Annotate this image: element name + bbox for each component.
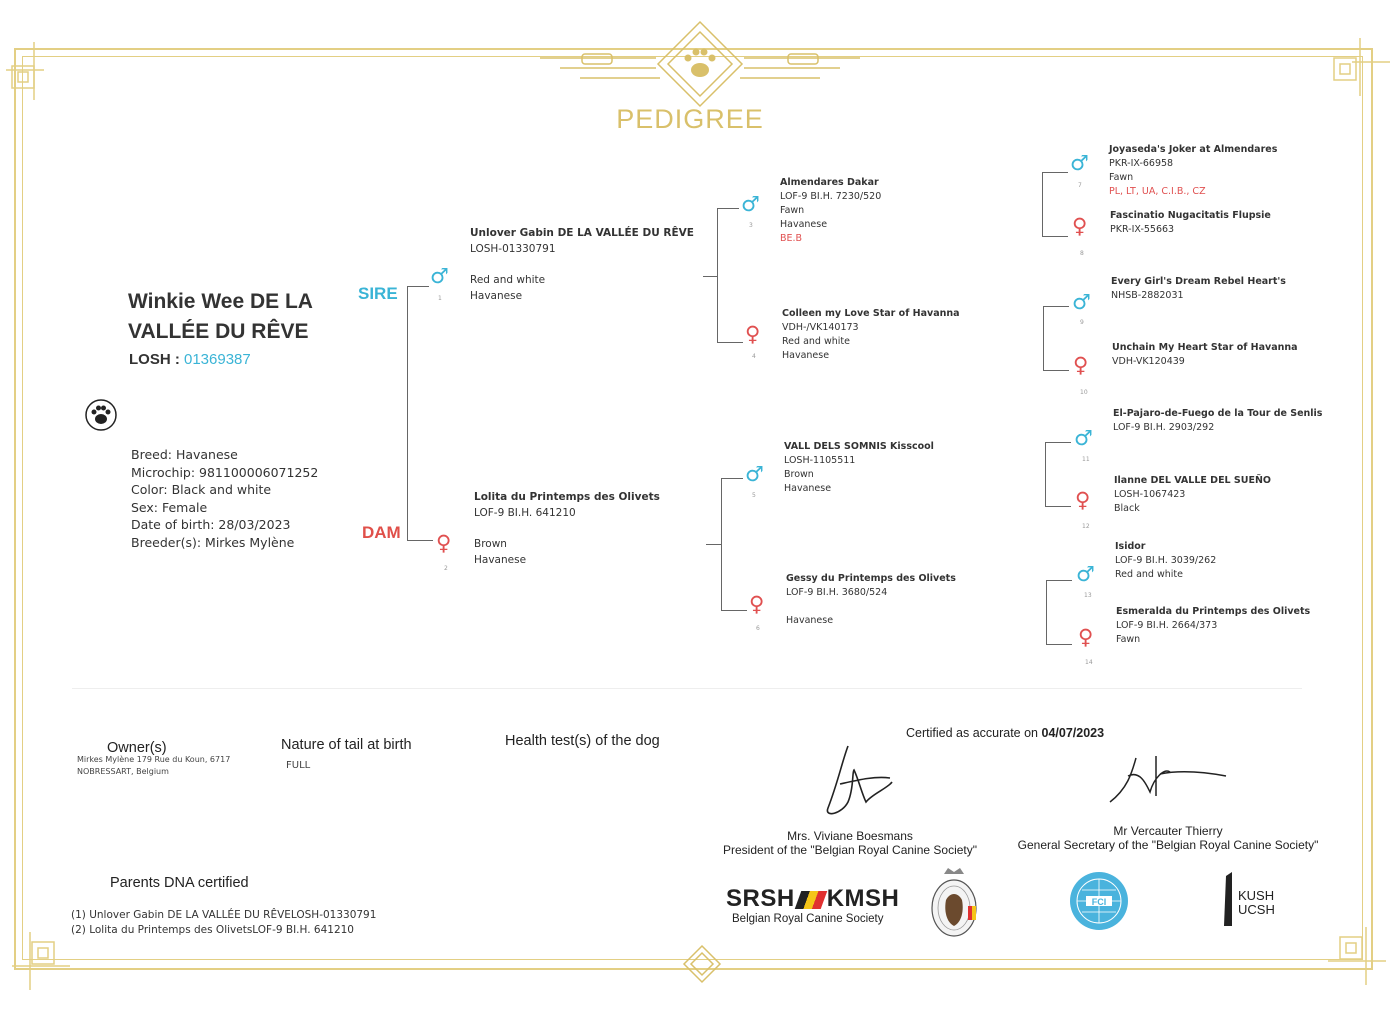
tail-value: FULL xyxy=(286,760,311,771)
dog-name-line2: VALLÉE DU RÊVE xyxy=(128,320,309,343)
certified-text xyxy=(906,726,1104,740)
tree-line xyxy=(1042,236,1068,237)
ancestor-reg: LOSH-01330791 xyxy=(470,242,556,255)
owner-line1: Mirkes Mylène 179 Rue du Koun, 6717 xyxy=(77,755,231,764)
tree-line xyxy=(717,208,739,209)
fci-logo xyxy=(1068,870,1130,932)
signatory-name: Mr Vercauter Thierry xyxy=(1113,824,1223,838)
paw-icon xyxy=(84,398,118,432)
female-icon: ♀ xyxy=(749,592,765,616)
breeder: Breeder(s): Mirkes Mylène xyxy=(131,534,295,550)
tree-line xyxy=(1045,506,1071,507)
ancestor-name: Joyaseda's Joker at Almendares xyxy=(1109,144,1278,155)
ancestor-reg: NHSB-2882031 xyxy=(1111,290,1184,301)
female-icon: ♀ xyxy=(1073,353,1089,377)
ancestor-title: BE.B xyxy=(780,233,803,244)
ancestor-entry xyxy=(1115,540,1216,582)
tree-line xyxy=(407,286,408,541)
divider xyxy=(72,688,1302,689)
ancestor-reg: LOF-9 BI.H. 641210 xyxy=(474,506,576,519)
ancestor-name: Unlover Gabin DE LA VALLÉE DU RÊVE xyxy=(470,227,694,239)
tree-line xyxy=(407,540,433,541)
ancestor-reg: LOF-9 BI.H. 3680/524 xyxy=(786,587,888,598)
signatory-title: General Secretary of the "Belgian Royal Canine Society" xyxy=(1017,838,1319,852)
tree-line xyxy=(1042,172,1068,173)
ancestor-reg: LOF-9 BI.H. 7230/520 xyxy=(780,191,882,202)
dna-lines xyxy=(71,908,376,938)
ucsh-text: UCSH xyxy=(1238,902,1275,917)
sire-entry xyxy=(470,226,694,304)
ancestor-number: 7 xyxy=(1078,182,1082,189)
owner-address xyxy=(77,754,230,778)
ancestor-number: 1 xyxy=(438,295,442,302)
srsh-logo xyxy=(726,885,916,925)
tree-line xyxy=(717,208,718,342)
srsh-text: SRSH xyxy=(726,885,795,912)
sex: Sex: Female xyxy=(131,499,208,515)
ancestor-color: Fawn xyxy=(780,205,805,216)
page-title: PEDIGREE xyxy=(616,104,764,134)
ancestor-name: Ilanne DEL VALLE DEL SUEÑO xyxy=(1114,475,1271,486)
dog-name-line1: Winkie Wee DE LA xyxy=(128,290,313,313)
dog-losh xyxy=(129,351,251,368)
losh-label: LOSH : xyxy=(129,351,184,368)
ancestor-breed: Havanese xyxy=(474,553,527,566)
ancestor-entry xyxy=(784,440,934,496)
losh-number: 01369387 xyxy=(184,351,251,368)
sire-label: SIRE xyxy=(358,284,398,303)
ancestor-name: Isidor xyxy=(1115,541,1146,552)
male-icon: ♂ xyxy=(1076,562,1095,586)
ancestor-breed: Havanese xyxy=(782,350,830,361)
dna-line2: (2) Lolita du Printemps des OlivetsLOF-9 BI.H. 641210 xyxy=(71,924,354,936)
ancestor-reg: PKR-IX-55663 xyxy=(1110,224,1175,235)
corner-ornament-bottom-right xyxy=(1318,925,1388,995)
certified-date: 04/07/2023 xyxy=(1041,726,1105,740)
ancestor-number: 2 xyxy=(444,565,448,572)
tree-line xyxy=(1046,644,1072,645)
kmsh-text: KMSH xyxy=(826,885,900,912)
ancestor-entry xyxy=(1116,605,1310,647)
ancestor-name: Every Girl's Dream Rebel Heart's xyxy=(1111,276,1286,287)
ancestor-reg: LOSH-1067423 xyxy=(1114,489,1186,500)
ancestor-name: VALL DELS SOMNIS Kisscool xyxy=(784,441,934,452)
tree-line xyxy=(1046,580,1047,644)
tail-heading: Nature of tail at birth xyxy=(281,737,412,753)
ancestor-entry xyxy=(1109,143,1277,199)
tree-line xyxy=(1043,370,1069,371)
owner-heading: Owner(s) xyxy=(107,740,167,756)
signatory-title: President of the "Belgian Royal Canine Society" xyxy=(723,843,977,857)
tree-line xyxy=(703,276,717,277)
health-heading: Health test(s) of the dog xyxy=(505,733,660,749)
ancestor-number: 3 xyxy=(749,222,753,229)
flag-stripes-icon xyxy=(794,891,827,909)
kush-logo xyxy=(1212,870,1290,932)
male-icon: ♂ xyxy=(1070,151,1089,175)
ancestor-color: Fawn xyxy=(1109,172,1134,183)
ancestor-number: 10 xyxy=(1080,389,1088,396)
ancestor-name: Unchain My Heart Star of Havanna xyxy=(1112,342,1298,353)
ancestor-color: Black xyxy=(1114,503,1140,514)
male-icon: ♂ xyxy=(745,462,764,486)
footer-ornament xyxy=(680,944,724,984)
ancestor-number: 11 xyxy=(1082,456,1090,463)
ancestor-color xyxy=(786,600,956,614)
ancestor-name: Colleen my Love Star of Havanna xyxy=(782,308,960,319)
female-icon: ♀ xyxy=(745,322,761,346)
female-icon: ♀ xyxy=(436,531,452,555)
ancestor-color: Brown xyxy=(784,469,814,480)
ancestor-entry xyxy=(1111,275,1286,303)
ancestor-color: Fawn xyxy=(1116,634,1141,645)
ancestor-breed: Havanese xyxy=(780,219,828,230)
ancestor-number: 5 xyxy=(752,492,756,499)
ancestor-color: Red and white xyxy=(1115,569,1183,580)
signature-president xyxy=(818,742,898,820)
male-icon: ♂ xyxy=(430,264,449,288)
signatory-secretary xyxy=(1000,824,1336,852)
tree-line xyxy=(1046,580,1072,581)
tree-line xyxy=(721,478,722,610)
ancestor-entry xyxy=(1113,407,1322,435)
ancestor-breed: Havanese xyxy=(470,289,523,302)
tree-line xyxy=(706,544,722,545)
ancestor-entry xyxy=(782,307,960,363)
ancestor-name: Fascinatio Nugacitatis Flupsie xyxy=(1110,210,1271,221)
ancestor-entry xyxy=(1114,474,1271,516)
signature-secretary xyxy=(1106,752,1230,808)
ancestor-number: 6 xyxy=(756,625,760,632)
ancestor-number: 4 xyxy=(752,353,756,360)
ancestor-number: 9 xyxy=(1080,319,1084,326)
ancestor-reg: VDH-/VK140173 xyxy=(782,322,859,333)
ancestor-name: Lolita du Printemps des Olivets xyxy=(474,491,660,503)
corner-ornament-bottom-left xyxy=(10,930,80,1000)
dna-heading: Parents DNA certified xyxy=(110,875,249,891)
tree-line xyxy=(1042,172,1043,236)
srsh-subtitle: Belgian Royal Canine Society xyxy=(732,913,884,925)
female-icon: ♀ xyxy=(1072,214,1088,238)
ancestor-reg: LOF-9 BI.H. 3039/262 xyxy=(1115,555,1217,566)
certified-label: Certified as accurate on xyxy=(906,726,1042,740)
ancestor-title: PL, LT, UA, C.I.B., CZ xyxy=(1109,186,1206,197)
male-icon: ♂ xyxy=(1072,290,1091,314)
tree-line xyxy=(407,286,429,287)
ancestor-reg: LOF-9 BI.H. 2903/292 xyxy=(1113,422,1215,433)
ancestor-reg: VDH-VK120439 xyxy=(1112,356,1185,367)
corner-ornament-top-right xyxy=(1322,36,1392,106)
owner-line2: NOBRESSART, Belgium xyxy=(77,767,169,776)
tree-line xyxy=(1045,442,1071,443)
dam-entry xyxy=(474,490,660,568)
ancestor-color: Brown xyxy=(474,538,507,550)
male-icon: ♂ xyxy=(741,192,760,216)
tree-line xyxy=(1043,306,1069,307)
female-icon: ♀ xyxy=(1078,625,1094,649)
ancestor-name: Almendares Dakar xyxy=(780,177,879,188)
ancestor-name: Gessy du Printemps des Olivets xyxy=(786,573,956,584)
kush-text: KUSH xyxy=(1238,888,1275,903)
ancestor-name: El-Pajaro-de-Fuego de la Tour de Senlis xyxy=(1113,408,1323,419)
ancestor-name: Esmeralda du Printemps des Olivets xyxy=(1116,606,1311,617)
ancestor-reg: LOF-9 BI.H. 2664/373 xyxy=(1116,620,1218,631)
ancestor-reg: PKR-IX-66958 xyxy=(1109,158,1174,169)
ancestor-entry xyxy=(1112,341,1298,369)
dna-line1: (1) Unlover Gabin DE LA VALLÉE DU RÊVELOSH-01330791 xyxy=(71,909,377,921)
tree-line xyxy=(721,610,747,611)
female-icon: ♀ xyxy=(1075,488,1091,512)
ancestor-color: Red and white xyxy=(782,336,850,347)
ancestor-entry xyxy=(780,176,881,246)
corner-ornament-top-left xyxy=(4,40,74,110)
royal-crest-icon xyxy=(928,866,980,940)
ancestor-number: 8 xyxy=(1080,250,1084,257)
ancestor-number: 14 xyxy=(1085,659,1093,666)
dam-label: DAM xyxy=(362,523,401,542)
header-ornament xyxy=(520,18,880,108)
signatory-president xyxy=(700,829,1000,857)
tree-line xyxy=(721,478,743,479)
ancestor-reg: LOSH-1105511 xyxy=(784,455,856,466)
color: Color: Black and white xyxy=(131,482,272,497)
tree-line xyxy=(1045,442,1046,506)
ancestor-number: 13 xyxy=(1084,592,1092,599)
date-of-birth: Date of birth: 28/03/2023 xyxy=(131,517,291,532)
signatory-name: Mrs. Viviane Boesmans xyxy=(787,829,913,843)
ancestor-entry xyxy=(1110,209,1271,237)
ancestor-entry xyxy=(786,572,956,628)
dog-info xyxy=(131,446,318,551)
breed: Breed: Havanese xyxy=(131,447,238,462)
microchip: Microchip: 981100006071252 xyxy=(131,464,319,480)
tree-line xyxy=(1043,306,1044,370)
ancestor-color: Red and white xyxy=(470,274,546,286)
ancestor-number: 12 xyxy=(1082,523,1090,530)
tree-line xyxy=(717,342,743,343)
ancestor-breed: Havanese xyxy=(784,483,832,494)
fci-text: FCI xyxy=(1091,897,1107,907)
male-icon: ♂ xyxy=(1074,426,1093,450)
ancestor-breed: Havanese xyxy=(786,615,834,626)
